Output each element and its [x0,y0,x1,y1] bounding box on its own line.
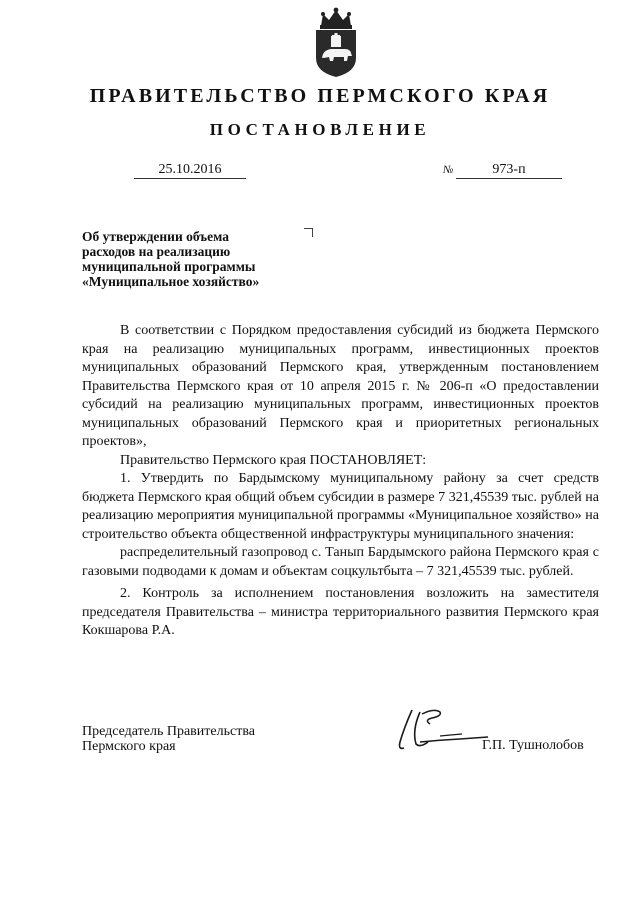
subject-corner-mark [304,228,313,237]
subject-line: муниципальной программы [82,259,256,274]
number-sign: № [443,164,454,176]
subject-line: «Муниципальное хозяйство» [82,274,260,289]
position-line: Пермского края [82,739,176,754]
decree-subject [82,229,322,289]
clause-2-paragraph: 2. Контроль за исполнением постановления возложить на заместителя председателя Правительства – министра территориального развития Пермского края Кокшарова Р.А. [82,586,599,638]
document-type: ПОСТАНОВЛЕНИЕ [209,120,431,139]
preamble-paragraph: В соответствии с Порядком предоставления субсидий из бюджета Пермского края на реализацию муниципальных программ, инвестиционных проектов муниципальных образований Пермского края, утвержденным постановлением Правительства Пермского края от 10 апреля 2015 г. № 206-п «О предоставлении субсидий на реализацию муниципальных программ, инвестиционных проектов муниципальных образований Пермского края и приоритетных региональных проектов», [82,323,599,449]
crown-icon [320,8,352,29]
decree-date: 25.10.2016 [134,162,246,179]
subject-line: расходов на реализацию [82,244,231,259]
resolution-paragraph: Правительство Пермского края ПОСТАНОВЛЯЕТ: [120,452,427,468]
decree-number: 973-п [456,162,562,179]
signatory-name: Г.П. Тушнолобов [482,738,584,753]
decree-body [82,322,599,641]
handwritten-signature [390,702,490,754]
subject-line: Об утверждении объема [82,229,229,244]
position-line: Председатель Правительства [82,724,255,739]
object-paragraph: распределительный газопровод с. Танып Бардымского района Пермского края с газовыми подводами к домам и объектам соцкультбыта – 7 321,45539 тыс. рублей. [82,545,599,579]
coat-of-arms-emblem [301,6,371,78]
government-title: ПРАВИТЕЛЬСТВО ПЕРМСКОГО КРАЯ [89,85,551,107]
clause-1-paragraph: 1. Утвердить по Бардымскому муниципальному району за счет средств бюджета Пермского края общий объем субсидии в размере 7 321,45539 тыс. рублей на реализацию мероприятия муниципальной программы «Муниципальное хозяйство» на строительство объекта общественной инфраструктуры муниципального значения: [82,471,599,542]
signatory-position [82,724,255,754]
